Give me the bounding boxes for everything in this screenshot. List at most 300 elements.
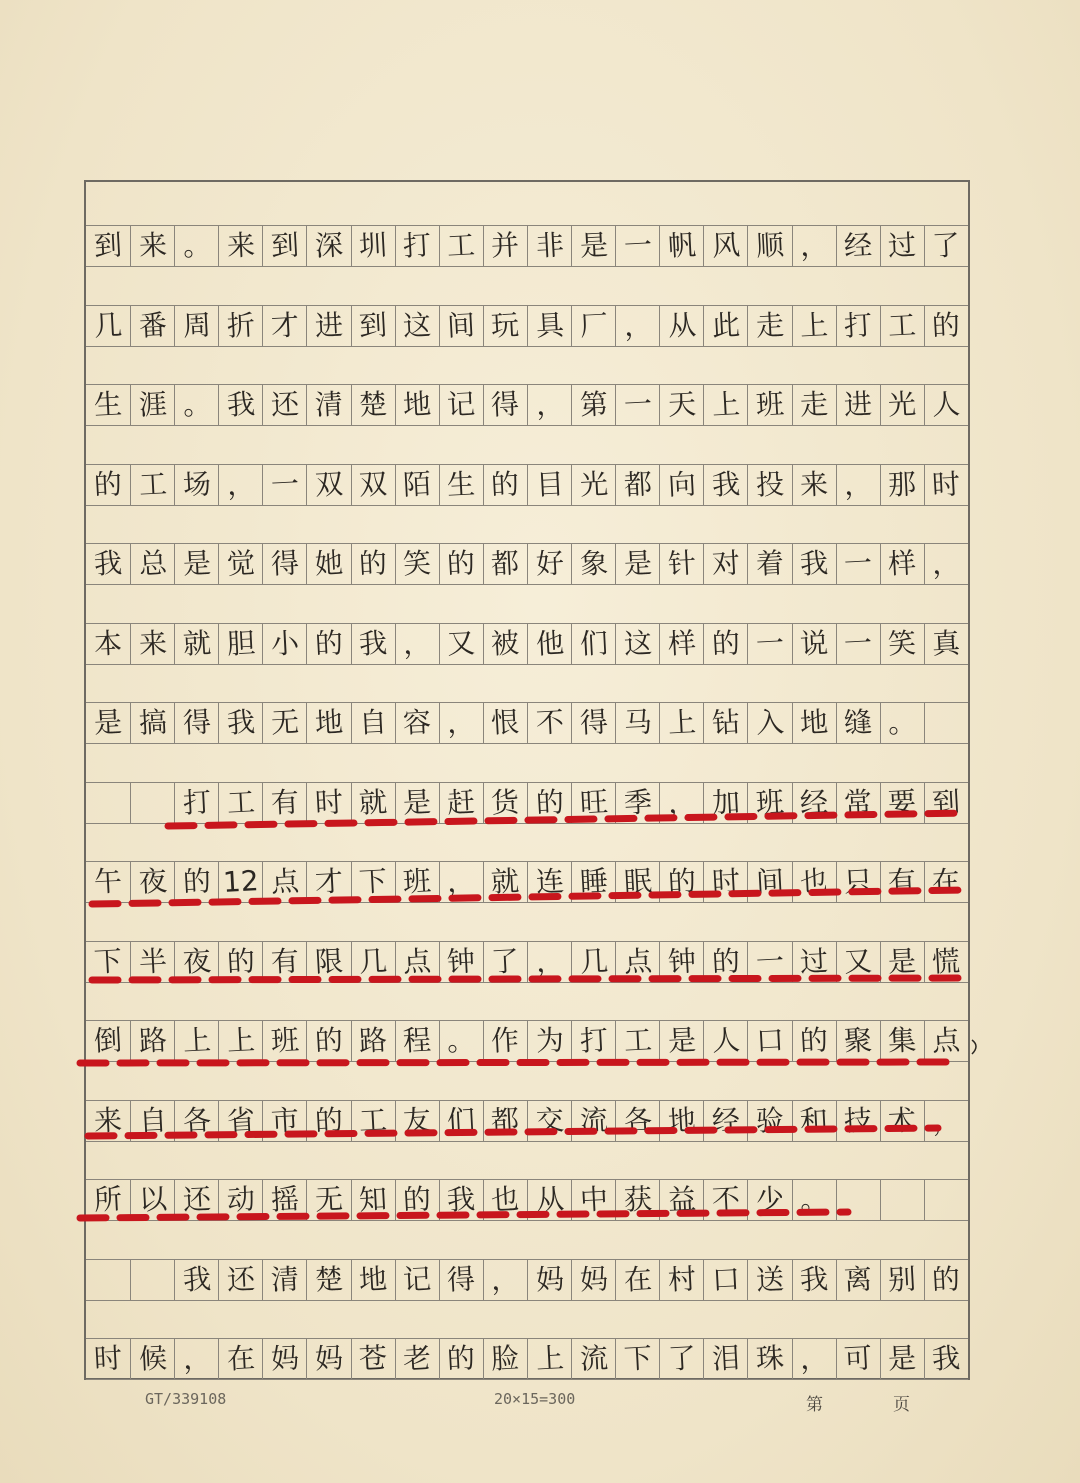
grid-cell	[483, 385, 527, 425]
handwritten-character: 也	[799, 864, 829, 899]
handwritten-character: 的	[314, 1023, 344, 1058]
handwritten-character: 顺	[755, 228, 785, 263]
grid-cell	[351, 1260, 395, 1300]
grid-cell	[306, 862, 350, 902]
handwritten-character: 地	[314, 705, 344, 740]
grid-cell	[262, 862, 306, 902]
handwritten-character: 向	[666, 466, 697, 502]
handwritten-character: 限	[314, 943, 344, 979]
grid-cell	[395, 1021, 439, 1061]
grid-spec: 20×15=300	[494, 1390, 576, 1408]
handwritten-character: 楚	[358, 387, 388, 422]
handwritten-character: 知	[358, 1182, 388, 1217]
grid-cell	[703, 1101, 747, 1141]
grid-cell	[703, 544, 747, 584]
grid-cell	[836, 226, 880, 266]
grid-cell	[306, 1260, 350, 1300]
grid-cell	[351, 942, 395, 982]
grid-cell	[351, 306, 395, 346]
handwritten-character: 间	[755, 864, 785, 899]
handwritten-character: 泪	[711, 1341, 741, 1376]
grid-cell	[86, 1180, 130, 1220]
grid-cell	[880, 226, 924, 266]
page-label: 第	[806, 1395, 823, 1415]
grid-cell	[571, 226, 615, 266]
grid-cell	[351, 1101, 395, 1141]
handwritten-character: 上	[534, 1341, 565, 1376]
grid-cell	[527, 862, 571, 902]
grid-row	[86, 1179, 968, 1221]
handwritten-character: ，	[490, 1261, 521, 1297]
grid-cell	[747, 1101, 791, 1141]
grid-cell	[615, 1260, 659, 1300]
grid-cell	[395, 862, 439, 902]
grid-cell	[483, 624, 527, 664]
grid-cell	[527, 942, 571, 982]
handwritten-character: 睡	[578, 864, 609, 899]
handwritten-character: 。	[446, 1023, 477, 1058]
handwritten-character: ，	[931, 1102, 962, 1138]
handwritten-character: 走	[755, 307, 785, 343]
handwritten-character: 经	[799, 784, 829, 820]
handwritten-character: ，	[534, 387, 565, 422]
handwritten-character: 非	[534, 228, 565, 263]
handwritten-character: 村	[666, 1261, 697, 1297]
grid-cell	[792, 703, 836, 743]
handwritten-character: 几	[93, 307, 123, 343]
handwritten-character: ，	[225, 466, 256, 502]
handwritten-character: 工	[137, 466, 168, 502]
grid-cell	[218, 624, 262, 664]
handwritten-character: 的	[931, 1261, 962, 1297]
grid-row	[86, 225, 968, 267]
handwritten-character: 具	[534, 307, 565, 343]
grid-cell	[395, 306, 439, 346]
grid-cell	[659, 1180, 703, 1220]
handwritten-character: 要	[887, 784, 918, 820]
handwritten-character: 觉	[225, 546, 256, 581]
grid-cell	[527, 783, 571, 823]
handwritten-character: 可	[843, 1341, 874, 1376]
handwritten-character: 在	[622, 1261, 653, 1297]
handwritten-character: 投	[755, 466, 785, 502]
grid-cell	[306, 1180, 350, 1220]
handwritten-character: 的	[402, 1182, 433, 1217]
handwritten-character: 钟	[446, 943, 477, 979]
grid-cell	[483, 1101, 527, 1141]
grid-cell	[218, 703, 262, 743]
grid-cell	[218, 226, 262, 266]
handwritten-character: 有	[887, 864, 918, 899]
grid-cell	[395, 783, 439, 823]
grid-cell	[703, 942, 747, 982]
grid-cell	[483, 1180, 527, 1220]
handwritten-character: 周	[181, 307, 212, 343]
handwritten-character: 到	[358, 307, 388, 343]
handwritten-character: 班	[755, 784, 785, 820]
grid-cell	[86, 1260, 130, 1300]
grid-cell	[571, 1101, 615, 1141]
handwritten-character: 都	[490, 1102, 521, 1138]
grid-cell	[439, 1339, 483, 1379]
handwritten-character: 我	[799, 1261, 829, 1297]
handwritten-character: 半	[137, 943, 168, 979]
handwritten-character: 到	[93, 228, 123, 263]
grid-cell	[395, 385, 439, 425]
grid-cell	[351, 624, 395, 664]
handwritten-character: 小	[270, 625, 300, 661]
handwritten-character: 是	[181, 546, 212, 581]
handwritten-character: 涯	[137, 387, 168, 422]
handwritten-character: 地	[402, 387, 433, 422]
grid-cell	[527, 1021, 571, 1061]
handwritten-character: 获	[622, 1182, 653, 1217]
handwritten-character: 真	[931, 625, 962, 661]
grid-cell	[306, 783, 350, 823]
grid-cell	[218, 465, 262, 505]
handwritten-character: 口	[755, 1023, 785, 1058]
grid-cell	[527, 1101, 571, 1141]
handwritten-character: 人	[711, 1023, 741, 1058]
grid-cell	[483, 1260, 527, 1300]
grid-cell	[747, 1339, 791, 1379]
handwritten-character: 来	[225, 228, 256, 263]
handwritten-character: 无	[314, 1182, 344, 1217]
handwritten-character: 是	[578, 228, 609, 263]
handwritten-character: 的	[181, 864, 212, 899]
handwritten-character: 记	[446, 387, 477, 422]
handwritten-character: 样	[887, 546, 918, 581]
grid-cell	[527, 226, 571, 266]
grid-cell	[747, 385, 791, 425]
grid-cell	[218, 544, 262, 584]
grid-cell	[880, 624, 924, 664]
grid-cell	[395, 1260, 439, 1300]
handwritten-character: 上	[711, 387, 741, 422]
grid-cell	[747, 783, 791, 823]
grid-cell	[218, 862, 262, 902]
handwritten-character: 一	[270, 466, 300, 502]
grid-cell	[836, 703, 880, 743]
grid-cell	[880, 385, 924, 425]
handwritten-character: 目	[534, 466, 565, 502]
grid-cell	[615, 1101, 659, 1141]
grid-cell	[792, 1260, 836, 1300]
grid-cell	[306, 465, 350, 505]
grid-row	[86, 1338, 968, 1380]
handwritten-character: 下	[93, 943, 123, 979]
handwritten-character: 妈	[314, 1341, 344, 1376]
grid-cell	[615, 862, 659, 902]
handwritten-character: 打	[578, 1023, 609, 1058]
grid-row	[86, 1100, 968, 1142]
handwritten-character: 得	[181, 705, 212, 740]
grid-cell	[174, 385, 218, 425]
handwritten-character: 的	[490, 466, 521, 502]
grid-cell	[527, 1339, 571, 1379]
handwritten-character: 得	[446, 1261, 477, 1297]
handwritten-character: 上	[799, 307, 829, 343]
grid-cell	[571, 1339, 615, 1379]
grid-cell	[174, 1339, 218, 1379]
grid-cell	[483, 783, 527, 823]
grid-cell	[703, 862, 747, 902]
grid-cell	[836, 1339, 880, 1379]
handwritten-character: 动	[225, 1182, 256, 1217]
handwritten-character: 都	[622, 466, 653, 502]
grid-cell	[924, 942, 968, 982]
handwritten-character: 上	[666, 705, 697, 740]
grid-cell	[924, 1101, 968, 1141]
handwritten-character: 总	[137, 546, 168, 581]
grid-cell	[792, 1339, 836, 1379]
grid-row	[86, 384, 968, 426]
handwritten-character: 时	[314, 784, 344, 820]
grid-cell	[615, 306, 659, 346]
handwritten-character: 并	[490, 228, 521, 263]
grid-cell	[130, 1339, 174, 1379]
grid-cell	[703, 385, 747, 425]
handwritten-character: 流	[578, 1341, 609, 1376]
handwritten-character: 各	[181, 1102, 212, 1138]
grid-row	[86, 623, 968, 665]
handwritten-character: 折	[225, 307, 256, 343]
grid-cell	[262, 783, 306, 823]
handwritten-character: 风	[711, 228, 741, 263]
handwritten-character: 陌	[402, 466, 433, 502]
grid-cell	[571, 465, 615, 505]
grid-cell	[615, 1339, 659, 1379]
grid-cell	[527, 703, 571, 743]
grid-cell	[527, 624, 571, 664]
grid-cell	[439, 226, 483, 266]
grid-cell	[836, 385, 880, 425]
grid-cell	[483, 544, 527, 584]
grid-cell	[924, 1021, 968, 1061]
grid-cell	[174, 226, 218, 266]
grid-cell	[792, 1021, 836, 1061]
handwritten-character: 的	[799, 1023, 829, 1058]
grid-cell	[880, 465, 924, 505]
handwritten-character: 马	[622, 705, 653, 740]
grid-cell	[924, 703, 968, 743]
handwritten-character: 对	[711, 546, 741, 581]
grid-cell	[703, 226, 747, 266]
grid-cell	[880, 862, 924, 902]
handwritten-character: ，	[843, 466, 874, 502]
grid-cell	[130, 783, 174, 823]
grid-cell	[306, 624, 350, 664]
handwritten-character: 流	[578, 1102, 609, 1138]
handwritten-character: ，	[446, 705, 477, 740]
grid-cell	[262, 465, 306, 505]
handwritten-character: 容	[402, 705, 433, 740]
grid-cell	[439, 1260, 483, 1300]
grid-cell	[262, 544, 306, 584]
grid-cell	[880, 544, 924, 584]
grid-cell	[174, 544, 218, 584]
grid-cell	[747, 1260, 791, 1300]
grid-cell	[483, 942, 527, 982]
grid-row	[86, 543, 968, 585]
handwritten-character: 我	[711, 466, 741, 502]
handwritten-character: 的	[314, 1102, 344, 1138]
grid-cell	[659, 703, 703, 743]
handwritten-character: 打	[181, 784, 212, 820]
grid-cell	[439, 862, 483, 902]
handwritten-character: 点	[402, 943, 433, 979]
grid-cell	[792, 1180, 836, 1220]
grid-row	[86, 305, 968, 347]
grid-cell	[439, 624, 483, 664]
grid-cell	[571, 385, 615, 425]
grid-cell	[571, 1180, 615, 1220]
grid-cell	[351, 385, 395, 425]
handwritten-character: 集	[887, 1023, 918, 1058]
handwritten-character: 工	[622, 1023, 653, 1058]
grid-cell	[351, 783, 395, 823]
grid-cell	[747, 465, 791, 505]
handwritten-character: 人	[931, 387, 962, 422]
handwritten-character: 光	[887, 387, 918, 422]
handwritten-character: 象	[578, 546, 609, 581]
grid-cell	[306, 306, 350, 346]
grid-cell	[174, 624, 218, 664]
paper-code: GT/339108	[145, 1390, 227, 1408]
grid-cell	[218, 1339, 262, 1379]
handwritten-character: 。	[181, 387, 212, 422]
grid-cell	[439, 465, 483, 505]
grid-row	[86, 702, 968, 744]
grid-cell	[218, 1260, 262, 1300]
handwritten-character: 地	[799, 705, 829, 740]
grid-row	[86, 464, 968, 506]
grid-cell	[836, 1180, 880, 1220]
grid-cell	[615, 703, 659, 743]
handwritten-character: 搞	[137, 705, 168, 740]
grid-cell	[527, 1180, 571, 1220]
grid-cell	[615, 385, 659, 425]
grid-cell	[836, 465, 880, 505]
handwritten-character: 夜	[137, 864, 168, 899]
grid-cell	[924, 1180, 968, 1220]
grid-cell	[395, 703, 439, 743]
handwritten-character: 场	[181, 466, 212, 502]
grid-cell	[571, 942, 615, 982]
grid-cell	[792, 862, 836, 902]
handwritten-character: 又	[446, 625, 477, 661]
grid-cell	[86, 1021, 130, 1061]
handwritten-character: 我	[225, 705, 256, 740]
handwritten-character: 不	[711, 1182, 741, 1217]
grid-cell	[483, 465, 527, 505]
grid-cell	[439, 385, 483, 425]
grid-cell	[747, 306, 791, 346]
grid-cell	[483, 226, 527, 266]
grid-cell	[659, 1021, 703, 1061]
grid-cell	[262, 1339, 306, 1379]
handwritten-character: 打	[402, 228, 433, 263]
handwritten-character: 几	[358, 943, 388, 979]
handwritten-character: 季	[622, 784, 653, 820]
manuscript-grid-paper	[84, 180, 970, 1380]
grid-cell	[130, 306, 174, 346]
grid-cell	[880, 942, 924, 982]
grid-row	[86, 941, 968, 983]
handwritten-character: 还	[181, 1182, 212, 1217]
grid-cell	[351, 862, 395, 902]
grid-cell	[659, 306, 703, 346]
handwritten-character: 聚	[843, 1023, 874, 1058]
handwritten-character: 过	[887, 228, 918, 263]
grid-cell	[439, 1021, 483, 1061]
grid-cell	[659, 1101, 703, 1141]
grid-cell	[792, 783, 836, 823]
grid-cell	[703, 703, 747, 743]
grid-cell	[439, 703, 483, 743]
handwritten-character: 下	[358, 864, 388, 899]
grid-cell	[351, 1180, 395, 1220]
handwritten-character: 妈	[534, 1261, 565, 1297]
grid-cell	[130, 624, 174, 664]
handwritten-character: 来	[799, 466, 829, 502]
handwritten-character: 还	[225, 1261, 256, 1297]
handwritten-character: 常	[843, 784, 874, 820]
handwritten-character: 送	[755, 1261, 785, 1297]
grid-cell	[836, 862, 880, 902]
grid-cell	[836, 1260, 880, 1300]
grid-cell	[747, 1021, 791, 1061]
handwritten-character: 地	[666, 1102, 697, 1138]
handwritten-character: 时	[93, 1341, 123, 1376]
handwritten-character: 记	[402, 1261, 433, 1297]
grid-cell	[747, 703, 791, 743]
handwritten-character: 自	[358, 705, 388, 740]
handwritten-character: 从	[534, 1182, 565, 1217]
grid-cell	[306, 544, 350, 584]
grid-cell	[924, 783, 968, 823]
grid-cell	[924, 624, 968, 664]
handwritten-character: 点	[622, 943, 653, 979]
handwritten-character: 地	[358, 1261, 388, 1297]
handwritten-character: 和	[799, 1102, 829, 1138]
handwritten-character: 各	[622, 1102, 653, 1138]
handwritten-character: 间	[446, 307, 477, 343]
handwritten-character: 圳	[358, 228, 388, 263]
grid-cell	[351, 1021, 395, 1061]
handwritten-character: 厂	[578, 307, 609, 343]
grid-cell	[571, 783, 615, 823]
grid-cell	[659, 465, 703, 505]
handwritten-character: 我	[225, 387, 256, 422]
grid-row	[86, 1020, 968, 1062]
grid-cell	[836, 306, 880, 346]
handwritten-character: 被	[490, 625, 521, 661]
handwritten-character: 旺	[578, 784, 609, 820]
grid-cell	[351, 703, 395, 743]
grid-cell	[571, 624, 615, 664]
handwritten-character: 路	[137, 1023, 168, 1058]
handwritten-character: 上	[181, 1023, 212, 1058]
handwritten-character: 着	[755, 546, 785, 581]
handwritten-character: 这	[402, 307, 433, 343]
grid-cell	[747, 862, 791, 902]
handwritten-character: 帆	[666, 228, 697, 263]
grid-cell	[174, 306, 218, 346]
handwritten-character: 下	[622, 1341, 653, 1376]
grid-cell	[703, 1260, 747, 1300]
grid-row	[86, 782, 968, 824]
